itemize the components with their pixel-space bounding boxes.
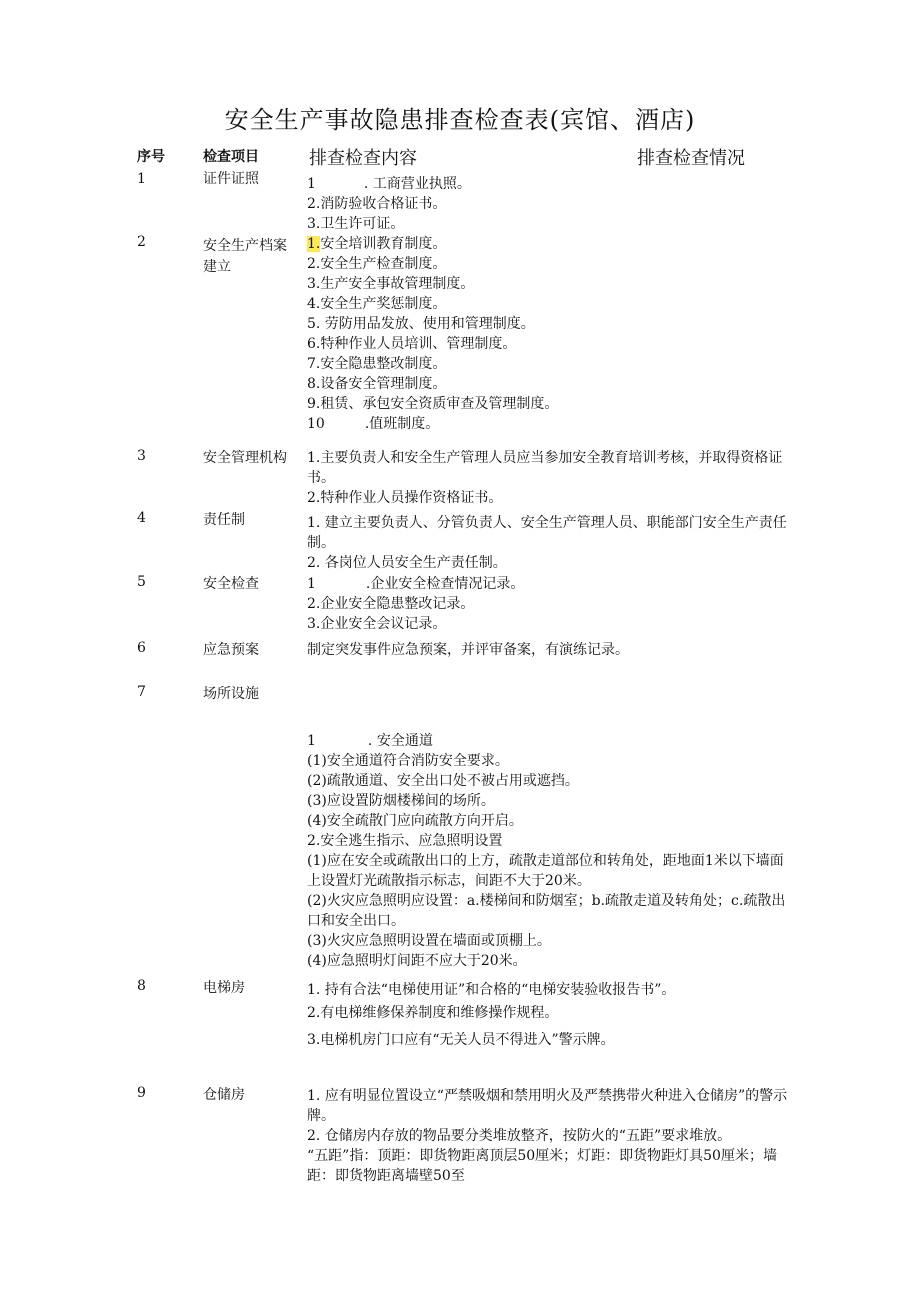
row-content (307, 731, 789, 971)
page-title: 安全生产事故隐患排查检查表(宾馆、酒店) (224, 106, 696, 134)
content-line: (1)应在安全或疏散出口的上方，疏散走道部位和转角处，距地面1米以下墙面上设置灯光疏散指示标志，间距不大于20米。 (307, 853, 784, 889)
content-line: 5. 劳防用品发放、使用和管理制度。 (307, 316, 535, 332)
content-line: 2.企业安全隐患整改记录。 (307, 596, 475, 612)
row-item: 应急预案 (203, 642, 259, 658)
header-content: 排查检查内容 (309, 148, 417, 169)
content-line: 3.企业安全会议记录。 (307, 616, 447, 632)
row-num: 9 (137, 1085, 146, 1101)
content-line: 1 . 安全通道 (307, 733, 433, 749)
row-item: 安全检查 (203, 576, 259, 592)
content-line: “五距”指：顶距：即货物距离顶层50厘米；灯距：即货物距灯具50厘米；墙距：即货物距离墙壁50至 (307, 1148, 777, 1184)
content-line: 2. 各岗位人员安全生产责任制。 (307, 555, 507, 571)
content-line: 4.安全生产奖惩制度。 (307, 296, 447, 312)
row-content (307, 513, 789, 573)
content-line: (3)应设置防烟楼梯间的场所。 (307, 793, 495, 809)
row-item: 电梯房 (203, 980, 245, 996)
row-item: 仓储房 (203, 1087, 245, 1103)
row-item: 安全管理机构 (203, 450, 287, 466)
row-content (307, 574, 789, 634)
content-line: 3.生产安全事故管理制度。 (307, 276, 475, 292)
content-line: 2.特种作业人员操作资格证书。 (307, 490, 503, 506)
content-line: 8.设备安全管理制度。 (307, 376, 447, 392)
content-line: 1. 建立主要负责人、分管负责人、安全生产管理人员、职能部门安全生产责任制。 (307, 515, 787, 551)
content-line: 6.特种作业人员培训、管理制度。 (307, 336, 517, 352)
row-content (307, 640, 789, 660)
row-item: 证件证照 (203, 171, 259, 187)
row-content (307, 980, 789, 1050)
row-num: 6 (137, 640, 146, 656)
header-item: 检查项目 (203, 149, 259, 165)
content-line: 3.电梯机房门口应有“无关人员不得进入”警示牌。 (307, 1032, 615, 1048)
row-content (307, 448, 789, 508)
content-line: 3.卫生许可证。 (307, 216, 405, 232)
content-line: 1.安全培训教育制度。 (307, 236, 447, 252)
row-num: 2 (137, 234, 146, 250)
content-line: 2.安全逃生指示、应急照明设置 (307, 833, 503, 849)
header-status: 排查检查情况 (637, 148, 745, 169)
row-num: 8 (137, 978, 146, 994)
content-line: 1. 应有明显位置设立“严禁吸烟和禁用明火及严禁携带火种进入仓储房”的警示牌。 (307, 1088, 788, 1124)
row-num: 1 (137, 171, 146, 187)
content-line: 9.租赁、承包安全资质审查及管理制度。 (307, 396, 559, 412)
content-line: (1)安全通道符合消防安全要求。 (307, 753, 509, 769)
content-line: (4)安全疏散门应向疏散方向开启。 (307, 813, 523, 829)
row-num: 3 (137, 448, 146, 464)
content-line: (2)火灾应急照明应设置：a.楼梯间和防烟室；b.疏散走道及转角处；c.疏散出口和安全出口。 (307, 893, 786, 929)
content-line: 10 .值班制度。 (307, 416, 440, 432)
content-line: (2)疏散通道、安全出口处不被占用或遮挡。 (307, 773, 579, 789)
highlight-mark: 1. (307, 236, 321, 252)
row-item: 责任制 (203, 512, 245, 528)
content-line: (4)应急照明灯间距不应大于20米。 (307, 953, 527, 969)
content-line: 7.安全隐患整改制度。 (307, 356, 447, 372)
content-line: 2.有电梯维修保养制度和维修操作规程。 (307, 1005, 559, 1021)
row-item: 安全生产档案建立 (203, 238, 287, 275)
row-content (307, 1086, 789, 1186)
content-line: 制定突发事件应急预案，并评审备案，有演练记录。 (307, 642, 629, 658)
row-num: 7 (137, 684, 146, 700)
row-num: 4 (137, 510, 146, 526)
content-line: 1. 持有合法“电梯使用证”和合格的“电梯安装验收报告书”。 (307, 982, 676, 998)
row-item: 场所设施 (203, 686, 259, 702)
row-num: 5 (137, 574, 146, 590)
row-content (307, 234, 789, 434)
content-line: 1 . 工商营业执照。 (307, 176, 471, 192)
row-content (307, 174, 789, 234)
header-seq: 序号 (137, 149, 165, 165)
content-line: 1.主要负责人和安全生产管理人员应当参加安全教育培训考核，并取得资格证书。 (307, 450, 783, 486)
content-line: 2. 仓储房内存放的物品要分类堆放整齐，按防火的“五距”要求堆放。 (307, 1128, 732, 1144)
content-line: (3)火灾应急照明设置在墙面或顶棚上。 (307, 933, 551, 949)
content-line: 2.消防验收合格证书。 (307, 196, 447, 212)
content-line: 1 .企业安全检查情况记录。 (307, 576, 525, 592)
content-line: 2.安全生产检查制度。 (307, 256, 447, 272)
